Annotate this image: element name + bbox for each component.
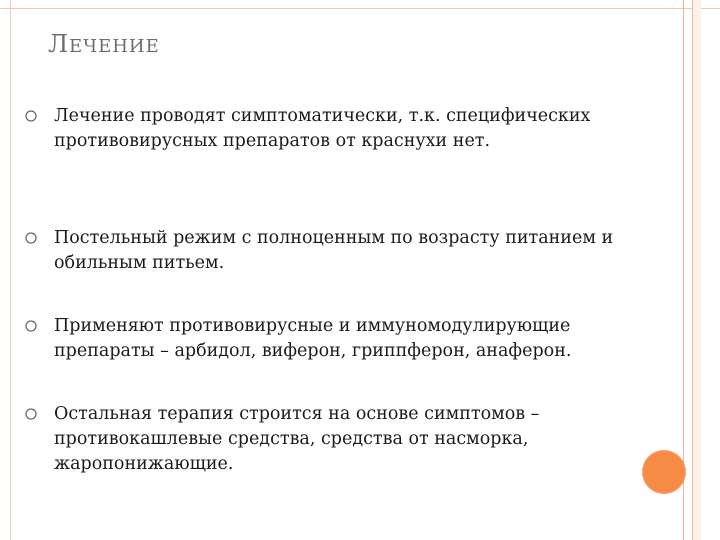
frame-right-line bbox=[683, 0, 684, 540]
bullet-text: Постельный режим с полноценным по возрасту питанием и обильным питьем. bbox=[54, 228, 614, 273]
hollow-circle-bullet-icon bbox=[24, 231, 38, 245]
hollow-circle-bullet-icon bbox=[24, 407, 38, 421]
bullet-text: Остальная терапия строится на основе симптомов – противокашлевые средства, средства от насморка, жаропонижающие. bbox=[54, 404, 540, 474]
slide-title-initial: Л bbox=[48, 30, 70, 58]
hollow-circle-bullet-icon bbox=[24, 319, 38, 333]
bullet-text: Лечение проводят симптоматически, т.к. специфических противовирусных препаратов от краснухи нет. bbox=[54, 106, 591, 151]
frame-left-line bbox=[10, 0, 11, 540]
slide-title bbox=[48, 30, 160, 58]
slide-title-rest: ЕЧЕНИЕ bbox=[69, 36, 160, 57]
bullet-text: Применяют противовирусные и иммуномодулирующие препараты – арбидол, виферон, гриппферон, анаферон. bbox=[54, 316, 572, 361]
frame-right-band bbox=[693, 0, 701, 540]
hollow-circle-bullet-icon bbox=[24, 109, 38, 123]
orange-circle-decoration bbox=[642, 450, 686, 494]
frame-top-line bbox=[0, 0, 720, 9]
frame-right-inner-line bbox=[692, 0, 693, 540]
